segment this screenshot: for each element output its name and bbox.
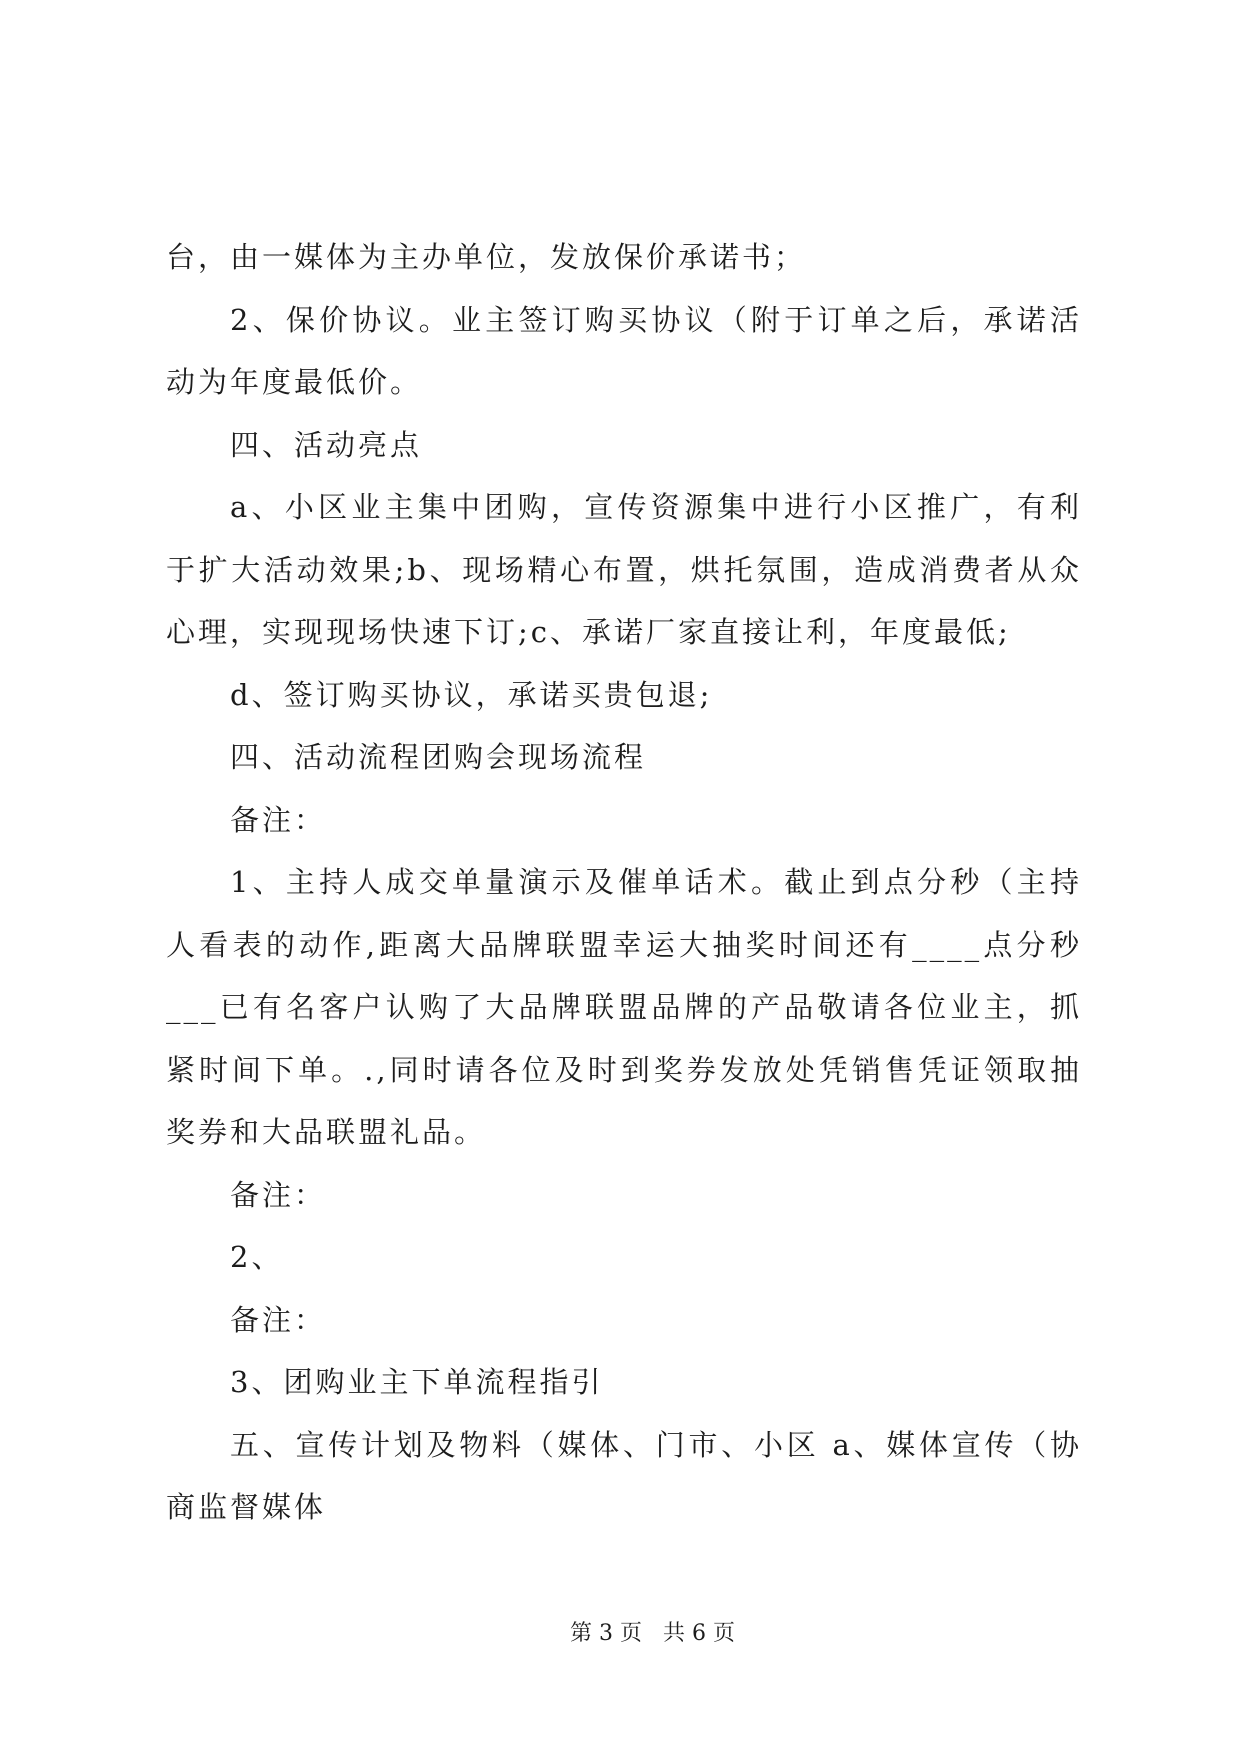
text-line: 人看表的动作,距离大品牌联盟幸运大抽奖时间还有____点分秒 xyxy=(166,927,1082,962)
text-line: 动为年度最低价。 xyxy=(166,365,423,399)
text-line: 心理，实现现场快速下订;c、承诺厂家直接让利，年度最低; xyxy=(166,615,1011,649)
text-line: 奖券和大品联盟礼品。 xyxy=(166,1115,487,1149)
list-item-2 xyxy=(166,1226,1082,1289)
text-line: 1、主持人成交单量演示及催单话术。截止到点分秒（主持 xyxy=(230,865,1082,899)
document-body xyxy=(166,226,1082,1539)
text-line: 3、团购业主下单流程指引 xyxy=(230,1365,604,1399)
text-line: 2、保价协议。业主签订购买协议（附于订单之后，承诺活 xyxy=(230,302,1082,337)
text-line: 备注： xyxy=(230,802,327,837)
text-line: 台，由一媒体为主办单位，发放保价承诺书； xyxy=(166,240,807,274)
page-number: 第 3 页 xyxy=(570,1621,642,1646)
note-label xyxy=(166,1289,1082,1352)
paragraph-continuation xyxy=(166,226,1082,289)
paragraph-highlights xyxy=(166,476,1082,664)
text-line: 于扩大活动效果;b、现场精心布置，烘托氛围，造成消费者从众 xyxy=(166,552,1082,587)
text-line: a、小区业主集中团购，宣传资源集中进行小区推广，有利 xyxy=(230,490,1082,524)
note-label xyxy=(166,1164,1082,1227)
text-line: 商监督媒体 xyxy=(166,1490,327,1524)
text-line: 五、宣传计划及物料（媒体、门市、小区 a、媒体宣传（协 xyxy=(230,1427,1082,1462)
text-line: 紧时间下单。.,同时请各位及时到奖券发放处凭销售凭证领取抽 xyxy=(166,1052,1082,1087)
heading-promotion-plan xyxy=(166,1414,1082,1539)
paragraph-host-script xyxy=(166,851,1082,1164)
text-line: d、签订购买协议，承诺买贵包退; xyxy=(230,677,713,712)
paragraph-highlight-d xyxy=(166,664,1082,727)
page-total: 共 6 页 xyxy=(662,1621,735,1646)
text-line: ___已有名客户认购了大品牌联盟品牌的产品敬请各位业主，抓 xyxy=(166,990,1082,1024)
paragraph-price-protection xyxy=(166,289,1082,414)
heading-activity-highlights xyxy=(166,414,1082,477)
heading-activity-process xyxy=(166,726,1082,789)
text-line: 四、活动流程团购会现场流程 xyxy=(230,740,647,774)
text-line: 备注： xyxy=(230,1177,327,1212)
list-item-3 xyxy=(166,1351,1082,1414)
note-label xyxy=(166,789,1082,852)
text-line: 备注： xyxy=(230,1302,327,1337)
text-line: 2、 xyxy=(230,1240,284,1274)
page-footer xyxy=(570,1620,735,1648)
text-line: 四、活动亮点 xyxy=(230,427,423,462)
